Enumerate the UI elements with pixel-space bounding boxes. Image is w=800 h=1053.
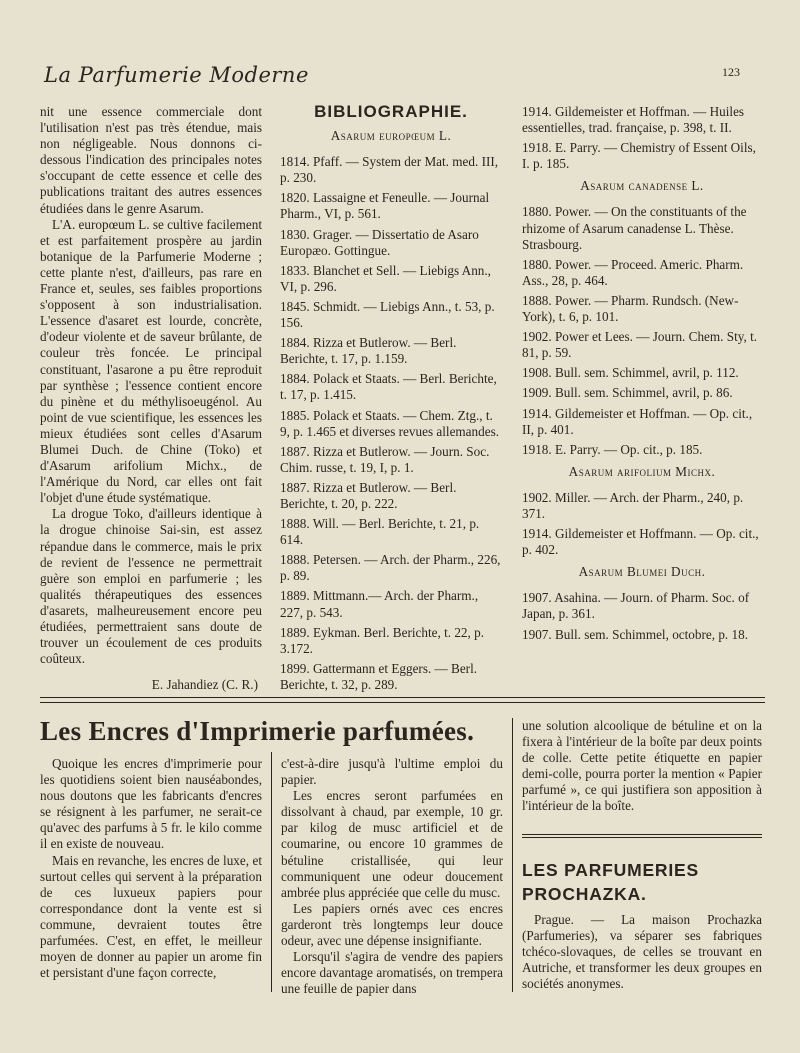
page-number: 123 (722, 65, 740, 79)
section-divider (40, 697, 765, 703)
article-title: Les Encres d'Imprimerie parfumées. (40, 716, 475, 746)
left-column (40, 104, 262, 693)
biblio-entry: 1884. Polack et Staats. — Berl. Berichte, t. 17, p. 1.415. (280, 371, 497, 403)
paragraph: Prague. — La maison Prochazka (Parfumeries), va séparer ses fabriques tchéco-slovaques, de celles se trouvant en Autriche, et transformer les deux groupes en sociétés anonymes. (522, 912, 762, 992)
section-title: Asarum canadense L. (580, 178, 704, 194)
section-title: Asarum europœum L. (330, 128, 452, 144)
prochazka-column (522, 912, 762, 992)
biblio-entry: 1880. Power. — On the constituants of the rhizome of Asarum canadense L. Thèse. Strasbourg. (522, 204, 747, 252)
biblio-entry: 1887. Rizza et Butlerow. — Journ. Soc. Chim. russe, t. 19, I, p. 1. (280, 443, 490, 475)
biblio-entry: 1902. Miller. — Arch. der Pharm., 240, p. 371. (522, 489, 744, 521)
paragraph: Les papiers ornés avec ces encres garderont très longtemps leur douce odeur, avec une dépense insignifiante. (281, 900, 503, 949)
journal-title: La Parfumerie Moderne (44, 63, 309, 87)
section-divider (522, 834, 762, 835)
biblio-entry: 1884. Rizza et Butlerow. — Berl. Berichte, t. 17, p. 1.159. (280, 335, 457, 367)
paragraph: Les encres seront parfumées en dissolvant à chaud, par exemple, 10 gr. par kilog de musc artificiel et de coumarine, ou encore 10 grammes de bétuline cristallisée, qui leur communiquent une odeur doucement ambrée plus appréciée que celle du musc. (281, 788, 503, 900)
bibliography-heading: BIBLIOGRAPHIE. (314, 102, 468, 121)
paragraph: La drogue Toko, d'ailleurs identique à la drogue chinoise Sai-sin, est assez répandue dans le commerce, mais le prix de revient de l'essence ne permettrait guère son emploi en parfumerie ; les qualités thérapeutiques des essences d'asarets, malheureusement encore peu étudiées, permettraient sans doute de trouver un écoulement de ces produits coûteux. (40, 506, 262, 667)
biblio-entry: 1907. Bull. sem. Schimmel, octobre, p. 18. (522, 626, 748, 642)
column-rule (271, 752, 272, 992)
biblio-entry: 1830. Grager. — Dissertatio de Asaro Europæo. Gottingue. (280, 226, 479, 258)
author-signature: E. Jahandiez (C. R.) (151, 677, 258, 693)
article-title: LES PARFUMERIES PROCHAZKA. (522, 860, 699, 904)
biblio-entry: 1880. Power. — Proceed. Americ. Pharm. Ass., 28, p. 464. (522, 256, 744, 288)
paragraph: une solution alcoolique de bétuline et on la fixera à l'intérieur de la boîte par deux points de colle. Cette petite étiquette en papier demi-colle, pourra porter la mention « Papier parfumé », ce qui justifiera son apposition à l'intérieur de la boîte. (522, 718, 762, 814)
biblio-entry: 1914. Gildemeister et Hoffman. — Huiles essentielles, trad. française, p. 398, t. II. (522, 104, 745, 136)
paragraph: Mais en revanche, les encres de luxe, et surtout celles qui servent à la préparation de ces luxueux papiers pour correspondance dont la vente est si commune, devraient toutes être parfumées. C'est, en effet, le meilleur moyen de donner au papier un arome fin et persistant d'une façon correcte, (40, 852, 262, 981)
section-divider (522, 837, 762, 838)
bibliography-column-2 (522, 104, 762, 647)
article-column-1 (40, 756, 262, 981)
biblio-entry: 1907. Asahina. — Journ. of Pharm. Soc. of Japan, p. 361. (522, 590, 750, 622)
biblio-entry: 1833. Blanchet et Sell. — Liebigs Ann., VI, p. 296. (280, 262, 491, 294)
biblio-entry: 1889. Mittmann.— Arch. der Pharm., 227, p. 543. (280, 588, 479, 620)
column-rule (512, 718, 513, 992)
biblio-entry: 1888. Will. — Berl. Berichte, t. 21, p. 614. (280, 516, 480, 548)
biblio-entry: 1814. Pfaff. — System der Mat. med. III, p. 230. (280, 154, 499, 186)
biblio-entry: 1908. Bull. sem. Schimmel, avril, p. 112. (522, 365, 739, 381)
paragraph: Lorsqu'il s'agira de vendre des papiers encore davantage aromatisés, on trempera une feuille de papier dans (281, 949, 503, 997)
bibliography-column-1 (280, 104, 502, 697)
biblio-entry: 1820. Lassaigne et Feneulle. — Journal Pharm., VI, p. 561. (280, 190, 490, 222)
biblio-entry: 1918. E. Parry. — Op. cit., p. 185. (522, 441, 703, 457)
biblio-entry: 1845. Schmidt. — Liebigs Ann., t. 53, p. 156. (280, 298, 495, 331)
article-column-2 (281, 756, 503, 997)
biblio-entry: 1914. Gildemeister et Hoffmann. — Op. cit., p. 402. (522, 526, 759, 558)
biblio-entry: 1899. Gattermann et Eggers. — Berl. Berichte, t. 32, p. 289. (280, 660, 478, 692)
article-column-3 (522, 718, 762, 815)
paragraph: L'A. europœum L. se cultive facilement et est parfaitement prospère au jardin botanique de la Parfumerie Moderne ; cette plante n'est, d'ailleurs, pas rare en France et, seules, ses faibles proportions s'opposent à son industrialisation. L'essence d'asaret est lourde, concrète, d'odeur violente et de saveur brûlante, de couleur très foncée. Le principal constituant, l'asarone a pu être reproduit par synthèse ; l'essence contient encore du pinène et du méthylisoeugénol. Au point de vue scientifique, les essences les mieux étudiées sont celles d'Asarum Blumei Duch. de Chine (Toko) et d'Asarum arifolium Michx., de l'Amérique du Nord, car elles ont fait l'objet d'une étude systématique. (40, 216, 263, 506)
biblio-entry: 1918. E. Parry. — Chemistry of Essent Oils, I. p. 185. (522, 140, 756, 172)
biblio-entry: 1888. Power. — Pharm. Rundsch. (New-York), t. 6, p. 101. (522, 292, 739, 325)
paragraph: nit une essence commerciale dont l'utilisation n'est pas très étendue, mais non négligeable. Nous donnons ci-dessous l'indication des principales notes s'occupant de cette essence et celle des publications traitant des autres essences étudiées dans le genre Asarum. (40, 104, 262, 216)
section-title: Asarum Blumei Duch. (578, 564, 706, 580)
biblio-entry: 1909. Bull. sem. Schimmel, avril, p. 86. (522, 385, 733, 401)
section-title: Asarum arifolium Michx. (568, 463, 716, 479)
biblio-entry: 1885. Polack et Staats. — Chem. Ztg., t. 9, p. 1.465 et diverses revues allemandes. (280, 407, 499, 439)
biblio-entry: 1887. Rizza et Butlerow. — Berl. Berichte, t. 20, p. 222. (280, 479, 457, 511)
paragraph: c'est-à-dire jusqu'à l'ultime emploi du papier. (281, 756, 503, 788)
paragraph: Quoique les encres d'imprimerie pour les quotidiens soient bien nauséabondes, nous doutons que les fabricants d'encres se résignent à les parfumer, ne serait-ce qu'avec des parfums à 5 fr. le kilo comme il en existe de nouveau. (40, 756, 262, 852)
biblio-entry: 1888. Petersen. — Arch. der Pharm., 226, p. 89. (280, 552, 501, 584)
biblio-entry: 1889. Eykman. Berl. Berichte, t. 22, p. 3.172. (280, 624, 485, 656)
biblio-entry: 1902. Power et Lees. — Journ. Chem. Sty, t. 81, p. 59. (522, 329, 758, 361)
biblio-entry: 1914. Gildemeister et Hoffman. — Op. cit., II, p. 401. (522, 405, 753, 437)
